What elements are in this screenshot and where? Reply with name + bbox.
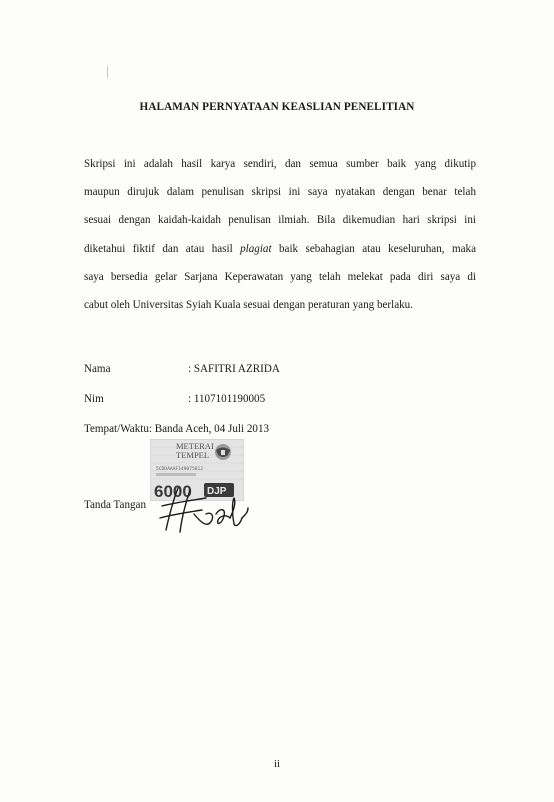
nama-field [84,363,280,375]
nim-value: : 1107101190005 [188,393,266,405]
scan-mark [107,66,108,78]
statement-text: maupun dirujuk dalam penulisan skripsi ini saya nyatakan dengan benar telah [84,186,476,199]
statement-text: baik sebahagian atau keseluruhan, maka [271,242,476,255]
statement-line [84,291,476,319]
signature-drawing [150,484,260,536]
statement-text: saya bersedia gelar Sarjana Keperawatan yang telah melekat pada diri saya di [84,270,476,283]
page-number: ii [273,758,281,770]
nim-label: Nim [84,393,104,405]
statement-text: cabut oleh Universitas Syiah Kuala sesuai dengan peraturan yang berlaku. [84,299,414,312]
nama-label: Nama [84,363,111,375]
nim-field [84,393,265,405]
statement-line [84,206,476,234]
tempat-waktu-field: Tempat/Waktu: Banda Aceh, 04 Juli 2013 [84,423,270,435]
statement-text: sesuai dengan kaidah-kaidah penulisan ilmiah. Bila dikemudian hari skripsi ini [84,214,476,227]
stamp-value: 6000 [154,482,192,501]
statement-line [84,235,476,263]
statement-text: diketahui fiktif dan atau hasil [84,242,241,255]
stamp-serial: 5CDDAAAF149075812 [156,467,204,472]
statement-line [84,178,476,206]
stamp-line2: TEMPEL [176,450,210,460]
italic-term: plagiat [240,242,272,255]
statement-text: Skripsi ini adalah hasil karya sendiri, dan semua sumber baik yang dikutip [84,158,476,170]
statement-paragraph [84,150,476,319]
tanda-tangan-label: Tanda Tangan [84,499,147,511]
document-title: HALAMAN PERNYATAAN KEASLIAN PENELITIAN [139,101,415,113]
nama-value: : SAFITRI AZRIDA [188,363,280,375]
statement-line [84,150,476,178]
garuda-emblem-icon [215,444,231,460]
stamp-line1: METERAI [176,441,214,451]
stamp-brand: DJP [207,486,227,497]
statement-line [84,263,476,291]
